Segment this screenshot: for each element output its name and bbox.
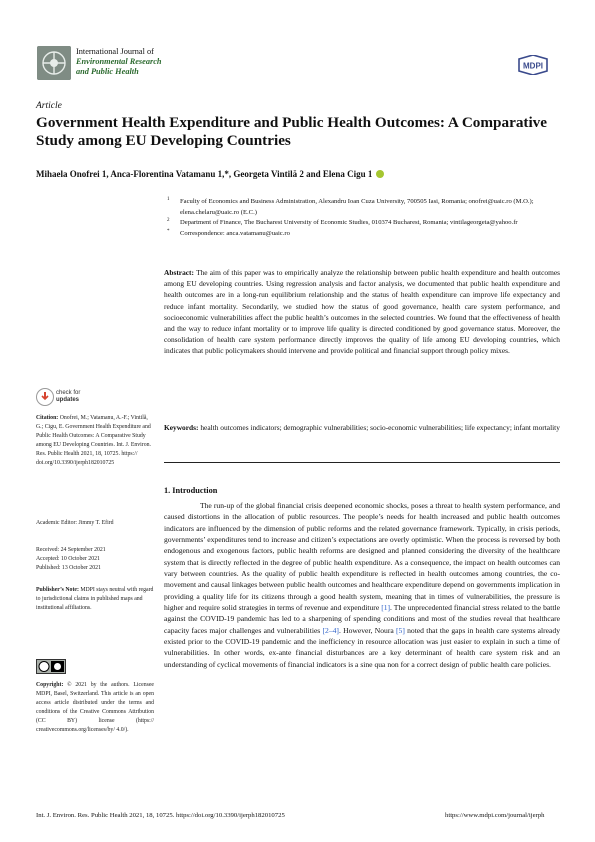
check-for-updates-icon[interactable] bbox=[36, 388, 54, 406]
accepted-date: Accepted: 10 October 2021 bbox=[36, 556, 100, 563]
citation-text: Onofrei, M.; Vatamanu, A.-F.; Vintilă, G.; Cigu, E. Government Health Expenditure and Public Health Outcomes: A Comparative Study among EU Developing Countries. Int. J. Environ. Res. Public Health 2021, 18, 10725. https:// doi.org/10.3390/ijerph182010725 bbox=[36, 415, 151, 467]
journal-name bbox=[76, 47, 162, 77]
affiliation-mark: * bbox=[167, 228, 170, 234]
abstract-text: The aim of this paper was to empirically analyze the relationship between public health expenditure and health outcomes among EU developing countries. Using regression analysis and factor analysis, we documented that public health expenditure and health outcomes are in a long-run equilibrium relationship and the status of health expenditure can improve life expectancy and reduce infant mortality. Secondarily, we studied how the status of good governance, health care system performance, and socioeconomic vulnerabilities affect the public health’s outcomes in the selected countries. We found that the effectiveness of health and the way to reduce infant mortality or to improve life quality is directed conditioned by good governance status. Moreover, the consolidation of health care system performance directly improves the quality of life among EU developing countries, which indicates that public policymakers should intervene and provide political and financial support through policy mixes. bbox=[164, 268, 560, 356]
article-type: Article bbox=[36, 101, 62, 111]
citation-block bbox=[36, 414, 154, 469]
orcid-icon[interactable] bbox=[376, 170, 384, 178]
correspondence bbox=[164, 229, 564, 240]
affiliation-2 bbox=[164, 218, 564, 229]
article-title: Government Health Expenditure and Public Health Outcomes: A Comparative Study among EU Developing Countries bbox=[36, 114, 548, 149]
author-names: Mihaela Onofrei 1, Anca-Florentina Vatamanu 1,*, Georgeta Vintilă 2 and Elena Cigu 1 bbox=[36, 169, 373, 179]
received-date: Received: 24 September 2021 bbox=[36, 547, 106, 553]
introduction-body bbox=[164, 500, 560, 670]
abstract-label: Abstract: bbox=[164, 268, 194, 277]
mdpi-logo bbox=[516, 55, 550, 75]
correspondence-text: Correspondence: anca.vatamanu@uaic.ro bbox=[180, 229, 290, 237]
check-for-updates-label[interactable] bbox=[56, 390, 80, 404]
abstract bbox=[164, 267, 560, 357]
copyright-text: © 2021 by the authors. Licensee MDPI, Basel, Switzerland. This article is an open access article distributed under the terms and conditions of the Creative Commons Attribution (CC BY) license (https:// creativecommons.org/licenses/by/ 4.0/). bbox=[36, 682, 154, 734]
affiliation-mark: 1 bbox=[167, 197, 170, 202]
cc-by-license-icon[interactable] bbox=[36, 659, 66, 674]
affiliation-text: Faculty of Economics and Business Administration, Alexandru Ioan Cuza University, 700505 Iasi, Romania; onofrei@uaic.ro (M.O.); elena.chelaru@uaic.ro (E.C.) bbox=[180, 198, 534, 216]
citation-label: Citation: bbox=[36, 415, 59, 421]
publisher-note-text: MDPI stays neutral with regard to jurisdictional claims in published maps and institutional affiliations. bbox=[36, 587, 154, 612]
journal-name-line3: and Public Health bbox=[76, 67, 139, 76]
affiliation-text: Department of Finance, The Bucharest University of Economic Studies, 010374 Bucharest, Romania; vintilageorgeta@yahoo.fr bbox=[180, 219, 518, 226]
citation-link[interactable]: [5] bbox=[396, 625, 405, 635]
keywords bbox=[164, 422, 560, 433]
mdpi-logo-text: MDPI bbox=[523, 61, 543, 71]
footer-citation: Int. J. Environ. Res. Public Health 2021, 18, 10725. https://doi.org/10.3390/ijerph182010725 bbox=[36, 812, 285, 819]
footer-journal-url[interactable]: https://www.mdpi.com/journal/ijerph bbox=[445, 812, 545, 819]
published-date: Published: 13 October 2021 bbox=[36, 565, 101, 572]
check-line1: check for bbox=[56, 390, 81, 396]
intro-text: noted that the gaps in health care systems already existed prior to the COVID-19 pandemic and the inefficiency in resource allocation was just easier to explain in such a time of vulnerabilities. In other words, ex-ante financial disturbances are a key determinant of health care system risk and an understanding of cyclical movements of financial indicators is a sine qua non for a correct design of public health care policies. bbox=[164, 625, 560, 669]
journal-name-line1: International Journal of bbox=[76, 47, 154, 56]
publication-dates bbox=[36, 546, 154, 573]
affiliation-1 bbox=[164, 197, 564, 218]
citation-link[interactable]: [2–4] bbox=[322, 625, 339, 635]
section-heading-introduction: 1. Introduction bbox=[164, 486, 218, 495]
publisher-note bbox=[36, 586, 154, 613]
intro-text: The run-up of the global financial crisis deepened economic shocks, poses a threat to health system performance, and caused distortions in the allocation of public resources. The people’s needs for health increased and public health outcomes indicators are influenced by the dimension of public reforms and the related governance framework. Typically, in crisis periods, governments’ expenditures tend to increase and citizen’s expectations are overly optimistic. When the process is reversed by both endogenous and exogenous factors, public health reforms are designed and planned considering the diversity of the healthcare system that is directly reflected in the degree of public health expenditure. As a consequence, the impact on health outcomes can vary between countries. As the quality of public health expenditure is reflected in health outcomes among countries, the co-movement and causal linkages between public health outcomes and healthcare expenditure depend on governments implication in providing a quality life for its citizens through a good health system, meaning that in times of vulnerabilities, the pressure is higher and require solid strategies in terms of revenue and expenditure bbox=[164, 501, 560, 613]
citation-link[interactable]: [1] bbox=[381, 603, 391, 613]
journal-logo bbox=[37, 46, 71, 80]
publisher-note-label: Publisher’s Note: bbox=[36, 587, 79, 593]
copyright-notice bbox=[36, 681, 154, 736]
section-divider bbox=[164, 462, 560, 463]
copyright-label: Copyright: bbox=[36, 682, 64, 688]
keywords-label: Keywords: bbox=[164, 423, 199, 432]
keywords-text: health outcomes indicators; demographic vulnerabilities; socio-economic vulnerabilities; life expectancy; infant mortality bbox=[200, 423, 560, 432]
check-line2: updates bbox=[56, 397, 80, 403]
journal-name-line2: Environmental Research bbox=[76, 57, 162, 66]
intro-text: . However, Noura bbox=[338, 625, 396, 635]
author-list bbox=[36, 169, 384, 179]
academic-editor: Academic Editor: Jimmy T. Efird bbox=[36, 520, 114, 526]
intro-text: . The unprecedented financial stress related to the battle against the COVID-19 pandemic has led to a sharpening of spending conditions and most of the studies reveal that healthcare capacity faces major challenges and vulnerabilities bbox=[164, 603, 560, 635]
affiliations bbox=[164, 197, 564, 239]
affiliation-mark: 2 bbox=[167, 218, 170, 223]
